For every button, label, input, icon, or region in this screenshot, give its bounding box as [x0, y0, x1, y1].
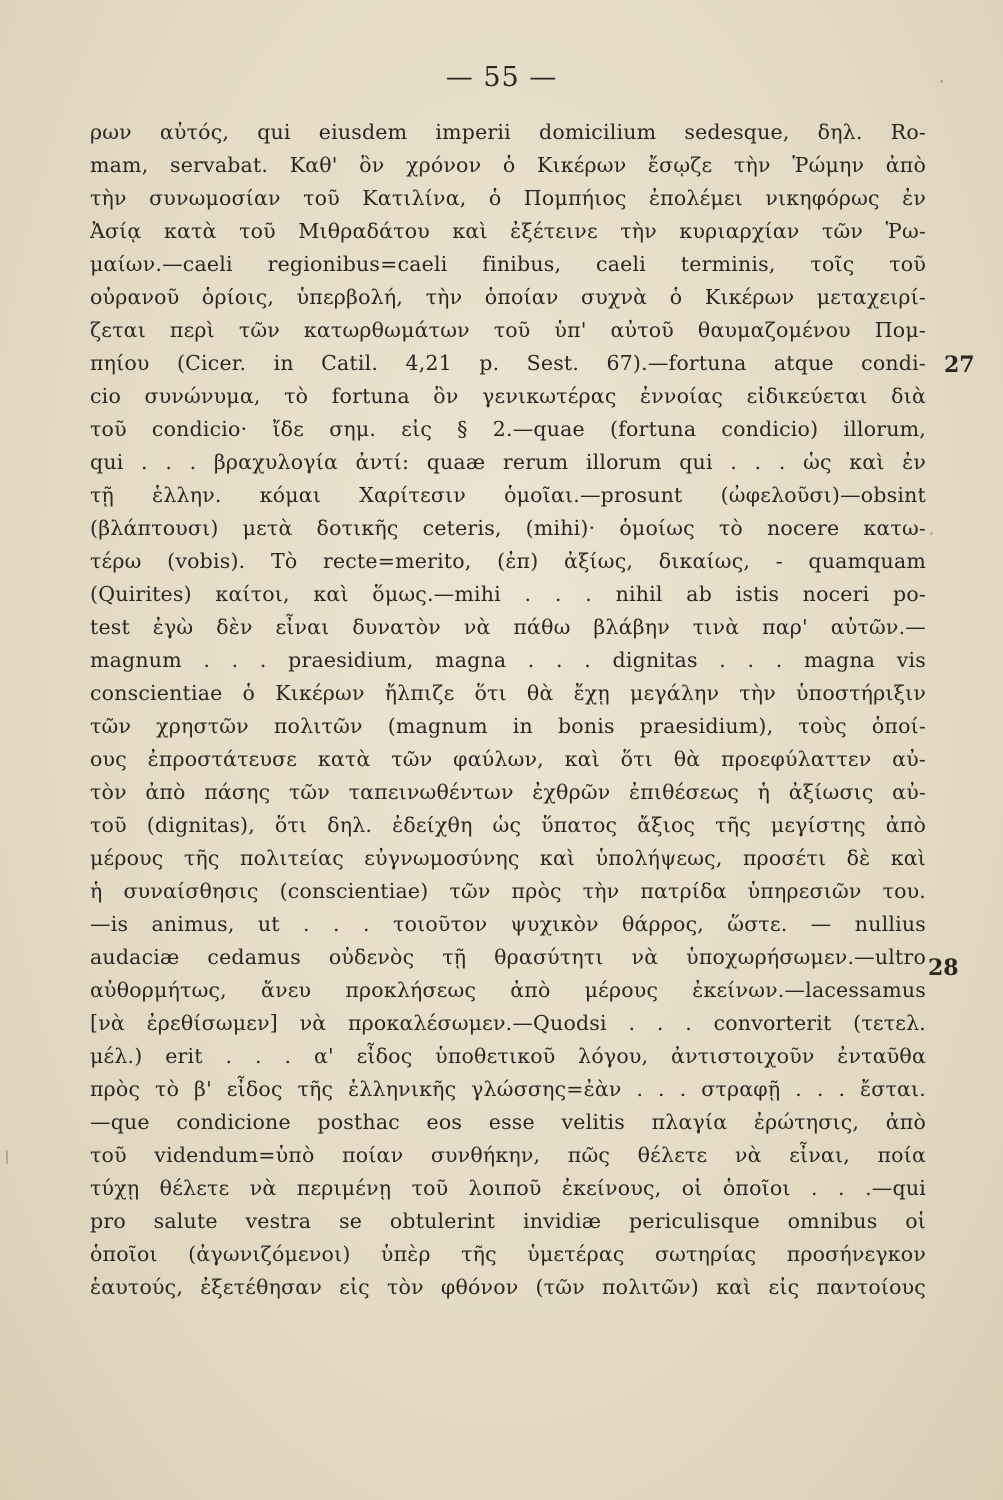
text-line: conscientiae ὁ Κικέρων ἤλπιζε ὅτι θὰ ἔχῃ μεγάλην τὴν ὑποστήριξιν: [90, 681, 926, 705]
paper-speck: [930, 532, 933, 535]
text-line: τοῦ condicio· ἴδε σημ. εἰς § 2.—quae (fortuna condicio) illorum,: [90, 417, 926, 441]
margin-section-number: 27: [944, 352, 975, 378]
text-line: audaciæ cedamus οὐδενὸς τῇ θρασύτητι νὰ ὑποχωρήσωμεν.—ultro: [90, 945, 926, 969]
text-line: μέλ.) erit . . . α' εἶδος ὑποθετικοῦ λόγου, ἀντιστοιχοῦν ἐνταῦθα: [90, 1044, 926, 1068]
text-line: (Quirites) καίτοι, καὶ ὅμως.—mihi . . . nihil ab istis noceri po-: [90, 582, 926, 606]
text-line: —is animus, ut . . . τοιοῦτον ψυχικὸν θάρρος, ὥστε. — nullius: [90, 912, 926, 936]
text-line: τῇ ἑλλην. κόμαι Χαρίτεσιν ὁμοῖαι.—prosunt (ὠφελοῦσι)—obsint: [90, 483, 926, 507]
text-line: τῶν χρηστῶν πολιτῶν (magnum in bonis praesidium), τοὺς ὁποί-: [90, 714, 926, 738]
text-line: μέρους τῆς πολιτείας εὐγνωμοσύνης καὶ ὑπολήψεως, προσέτι δὲ καὶ: [90, 846, 926, 870]
text-line: ὁποῖοι (ἀγωνιζόμενοι) ὑπὲρ τῆς ὑμετέρας σωτηρίας προσήνεγκον: [90, 1242, 926, 1266]
text-line: ἑαυτούς, ἐξετέθησαν εἰς τὸν φθόνον (τῶν πολιτῶν) καὶ εἰς παντοίους: [90, 1275, 926, 1299]
body-text: [90, 116, 926, 1304]
text-line: αὐθορμήτως, ἄνευ προκλήσεως ἀπὸ μέρους ἐκείνων.—lacessamus: [90, 978, 926, 1002]
text-line: μαίων.—caeli regionibus=caeli finibus, caeli terminis, τοῖς τοῦ: [90, 252, 926, 276]
text-line: mam, servabat. Καθ' ὃν χρόνον ὁ Κικέρων ἔσῳζε τὴν Ῥώμην ἀπὸ: [90, 153, 926, 177]
text-line: ζεται περὶ τῶν κατωρθωμάτων τοῦ ὑπ' αὐτοῦ θαυμαζομένου Πομ-: [90, 318, 926, 342]
text-line: τὴν συνωμοσίαν τοῦ Κατιλίνα, ὁ Πομπήιος ἐπολέμει νικηφόρως ἐν: [90, 186, 926, 210]
text-line: ους ἐπροστάτευσε κατὰ τῶν φαύλων, καὶ ὅτι θὰ προεφύλαττεν αὐ-: [90, 747, 926, 771]
paper-speck: [940, 80, 943, 83]
text-line: Ἀσίᾳ κατὰ τοῦ Μιθραδάτου καὶ ἐξέτεινε τὴν κυριαρχίαν τῶν Ῥω-: [90, 219, 926, 243]
text-line: —que condicione posthac eos esse velitis πλαγία ἐρώτησις, ἀπὸ: [90, 1110, 926, 1134]
text-line: τοῦ (dignitas), ὅτι δηλ. ἐδείχθη ὡς ὕπατος ἄξιος τῆς μεγίστης ἀπὸ: [90, 813, 926, 837]
text-line: cio συνώνυμα, τὸ fortuna ὃν γενικωτέρας ἐννοίας εἰδικεύεται διὰ: [90, 384, 926, 408]
text-line: ἡ συναίσθησις (conscientiae) τῶν πρὸς τὴν πατρίδα ὑπηρεσιῶν του.: [90, 879, 926, 903]
text-line: πρὸς τὸ β' εἶδος τῆς ἑλληνικῆς γλώσσης=ἐὰν . . . στραφῇ . . . ἔσται.: [90, 1077, 926, 1101]
paper-speck: [6, 1150, 8, 1164]
text-line: οὐρανοῦ ὁρίοις, ὑπερβολή, τὴν ὁποίαν συχνὰ ὁ Κικέρων μεταχειρί-: [90, 285, 926, 309]
text-line: [νὰ ἐρεθίσωμεν] νὰ προκαλέσωμεν.—Quodsi . . . convorterit (τετελ.: [90, 1011, 926, 1035]
text-line: qui . . . βραχυλογία ἀντί: quaæ rerum illorum qui . . . ὡς καὶ ἐν: [90, 450, 926, 474]
text-line: magnum . . . praesidium, magna . . . dignitas . . . magna vis: [90, 648, 926, 672]
text-line: ρων αὐτός, qui eiusdem imperii domicilium sedesque, δηλ. Ro-: [90, 120, 926, 144]
margin-section-number: 28: [928, 955, 959, 981]
text-line: τοῦ videndum=ὑπὸ ποίαν συνθήκην, πῶς θέλετε νὰ εἶναι, ποία: [90, 1143, 926, 1167]
page-number: — 55 —: [445, 62, 558, 93]
text-line: τύχῃ θέλετε νὰ περιμένῃ τοῦ λοιποῦ ἐκείνους, οἱ ὁποῖοι . . .—qui: [90, 1176, 926, 1200]
text-line: τὸν ἀπὸ πάσης τῶν ταπεινωθέντων ἐχθρῶν ἐπιθέσεως ἡ ἀξίωσις αὐ-: [90, 780, 926, 804]
text-line: τέρω (vobis). Τὸ recte=merito, (ἐπ) ἀξίως, δικαίως, - quamquam: [90, 549, 926, 573]
text-line: πηίου (Cicer. in Catil. 4,21 p. Sest. 67).—fortuna atque condi-: [90, 351, 926, 375]
text-line: pro salute vestra se obtulerint invidiæ periculisque omnibus οἱ: [90, 1209, 926, 1233]
text-line: test ἐγὼ δὲν εἶναι δυνατὸν νὰ πάθω βλάβην τινὰ παρ' αὐτῶν.—: [90, 615, 926, 639]
text-line: (βλάπτουσι) μετὰ δοτικῆς ceteris, (mihi)· ὁμοίως τὸ nocere κατω-: [90, 516, 926, 540]
